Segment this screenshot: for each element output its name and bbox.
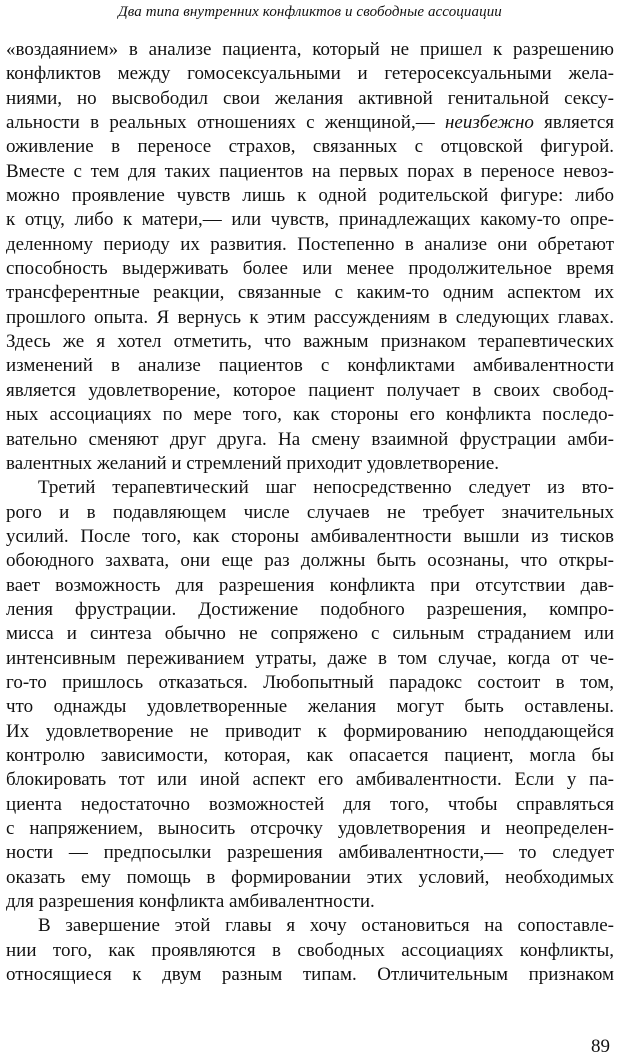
text-line: изменений в анализе пациентов с конфликтами амбивалентности	[6, 355, 614, 377]
text-segment: является	[533, 112, 614, 134]
text-line: вает возможность для разрешения конфликта при отсутствии дав-	[6, 574, 614, 596]
text-line: мисса и синтеза обычно не сопряжено с сильным страданием или	[6, 623, 614, 645]
text-line: ности — предпосылки разрешения амбивалентности,— то следует	[6, 842, 614, 864]
emphasis-word: неизбежно	[445, 112, 534, 134]
text-line: Их удовлетворение не приводит к формированию неподдающейся	[6, 720, 614, 742]
text-line: с напряжением, выносить отсрочку удовлетворения и неопределен-	[6, 818, 614, 839]
paragraph-first-line: Третий терапевтический шаг непосредственно следует из вто-	[38, 477, 614, 499]
text-line: оказать ему помощь в формировании этих условий, необходимых	[6, 866, 614, 888]
text-line: ниями, но высвободил свои желания активной генитальной сексу-	[6, 87, 614, 109]
text-line: контролю зависимости, которая, как опасается пациент, могла бы	[6, 744, 614, 766]
text-line: конфликтов между гомосексуальными и гетеросексуальными жела-	[6, 63, 614, 85]
text-segment: альности в реальных отношениях с женщиной,—	[6, 112, 445, 134]
body-text	[6, 38, 614, 987]
text-line: прошлого опыта. Я вернусь к этим рассуждениям в следующих главах.	[6, 306, 614, 328]
text-line: трансферентные реакции, связанные с каким-то одним аспектом их	[6, 282, 614, 304]
text-line: что однажды удовлетворенные желания могут быть оставлены.	[6, 696, 614, 718]
text-line: блокировать тот или иной аспект его амбивалентности. Если у па-	[6, 769, 614, 791]
text-line: «воздаянием» в анализе пациента, который не пришел к разрешению	[6, 39, 614, 60]
text-line: способность выдерживать более или менее продолжительное время	[6, 258, 614, 280]
text-line: вательно сменяют друг друга. На смену взаимной фрустрации амби-	[6, 428, 614, 450]
text-line: деленному периоду их развития. Постепенно в анализе они обретают	[6, 233, 614, 255]
running-head: Два типа внутренних конфликтов и свободные ассоциации	[118, 4, 502, 20]
text-line: к отцу, либо к матери,— или чувств, принадлежащих какому-то опре-	[6, 209, 614, 231]
text-line: Вместе с тем для таких пациентов на первых порах в переносе невоз-	[6, 160, 614, 182]
text-line: можно проявление чувств лишь к одной родительской фигуре: либо	[6, 185, 614, 207]
text-line: рого и в подавляющем числе случаев не требует значительных	[6, 501, 614, 523]
text-line: является удовлетворение, которое пациент получает в своих свобод-	[6, 379, 614, 401]
text-line: обоюдного захвата, они еще раз должны быть осознаны, что откры-	[6, 550, 614, 572]
text-line: ления фрустрации. Достижение подобного разрешения, компро-	[6, 598, 614, 620]
text-line: нии того, как проявляются в свободных ассоциациях конфликты,	[6, 939, 614, 961]
text-line: оживление в переносе страхов, связанных с отцовской фигурой.	[6, 136, 614, 158]
text-line: го-то пришлось отказаться. Любопытный парадокс состоит в том,	[6, 671, 614, 693]
paragraph-last-line: валентных желаний и стремлений приходит удовлетворение.	[6, 452, 500, 474]
text-line: относящиеся к двум разным типам. Отличительным признаком	[6, 964, 614, 986]
paragraph-last-line: для разрешения конфликта амбивалентности.	[6, 891, 375, 913]
text-line: циента недостаточно возможностей для того, чтобы справляться	[6, 793, 614, 815]
page-number: 89	[591, 1036, 610, 1057]
text-line: интенсивным переживанием утраты, даже в том случае, когда от че-	[6, 647, 614, 669]
text-line-with-emphasis	[6, 111, 614, 135]
text-line: Здесь же я хотел отметить, что важным признаком терапевтических	[6, 331, 614, 353]
paragraph-first-line: В завершение этой главы я хочу остановиться на сопоставле-	[38, 915, 614, 937]
text-line: ных ассоциациях по мере того, как стороны его конфликта последо-	[6, 404, 614, 426]
text-line: усилий. После того, как стороны амбивалентности вышли из тисков	[6, 525, 614, 547]
